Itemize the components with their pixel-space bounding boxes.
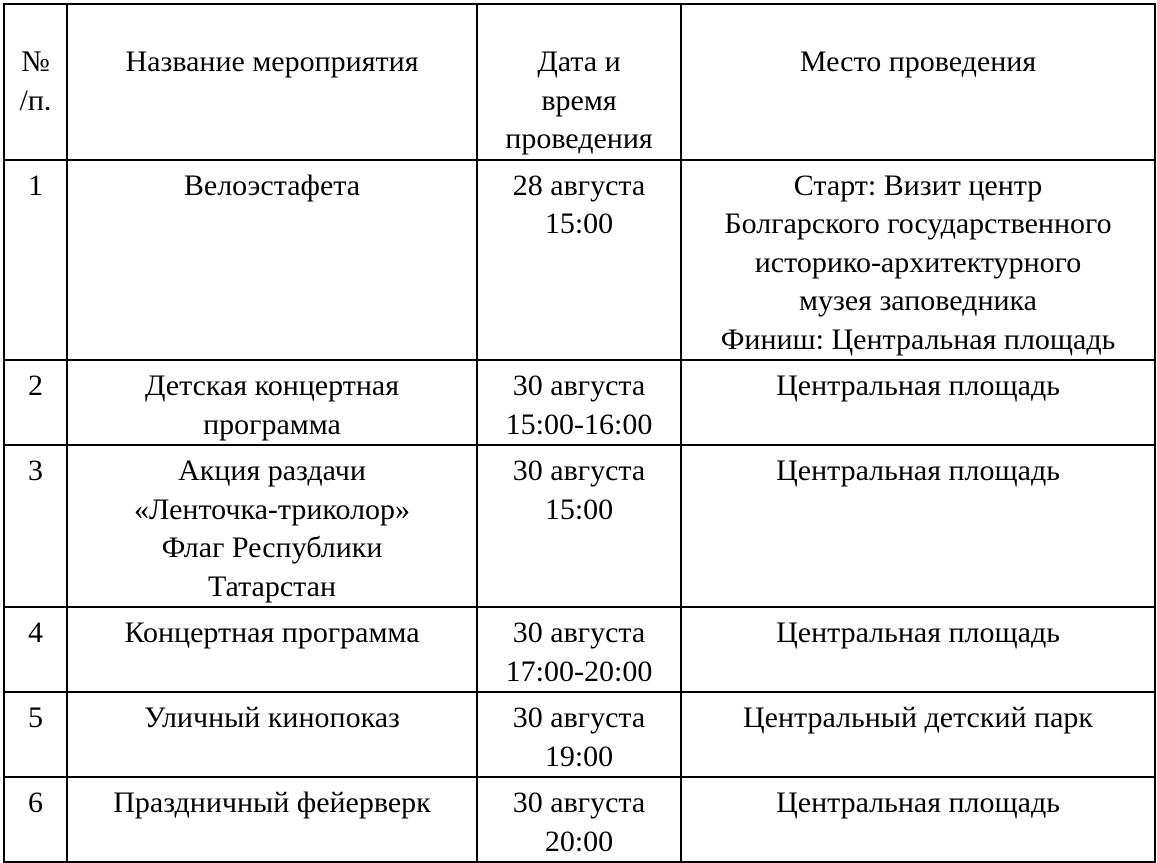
cell-number: 4 [4,607,67,692]
header-date-time: Дата и время проведения [477,4,681,160]
table-row [4,160,1155,361]
header-venue: Место проведения [681,4,1155,160]
cell-venue: Центральная площадь [681,360,1155,445]
cell-date-time: 30 августа 15:00 [477,445,681,607]
cell-event-name: Концертная программа [67,607,477,692]
table-row [4,360,1155,445]
cell-date-time: 28 августа 15:00 [477,160,681,361]
table-row [4,607,1155,692]
cell-number: 1 [4,160,67,361]
cell-event-name: Праздничный фейерверк [67,777,477,862]
cell-event-name: Акция раздачи «Ленточка-триколор» Флаг Республики Татарстан [67,445,477,607]
cell-date-time: 30 августа 15:00-16:00 [477,360,681,445]
table-row [4,777,1155,862]
cell-venue: Центральная площадь [681,445,1155,607]
events-table [3,3,1156,863]
cell-event-name: Уличный кинопоказ [67,692,477,777]
cell-date-time: 30 августа 19:00 [477,692,681,777]
cell-venue: Центральная площадь [681,777,1155,862]
table-row [4,445,1155,607]
header-number: № /п. [4,4,67,160]
cell-date-time: 30 августа 17:00-20:00 [477,607,681,692]
cell-date-time: 30 августа 20:00 [477,777,681,862]
cell-number: 6 [4,777,67,862]
header-event-name: Название мероприятия [67,4,477,160]
table-row [4,692,1155,777]
cell-event-name: Детская концертная программа [67,360,477,445]
table-header-row [4,4,1155,160]
cell-number: 5 [4,692,67,777]
cell-venue: Центральный детский парк [681,692,1155,777]
cell-venue: Центральная площадь [681,607,1155,692]
cell-number: 2 [4,360,67,445]
cell-number: 3 [4,445,67,607]
cell-event-name: Велоэстафета [67,160,477,361]
cell-venue: Старт: Визит центр Болгарского государственного историко-архитектурного музея заповедника Финиш: Центральная площадь [681,160,1155,361]
